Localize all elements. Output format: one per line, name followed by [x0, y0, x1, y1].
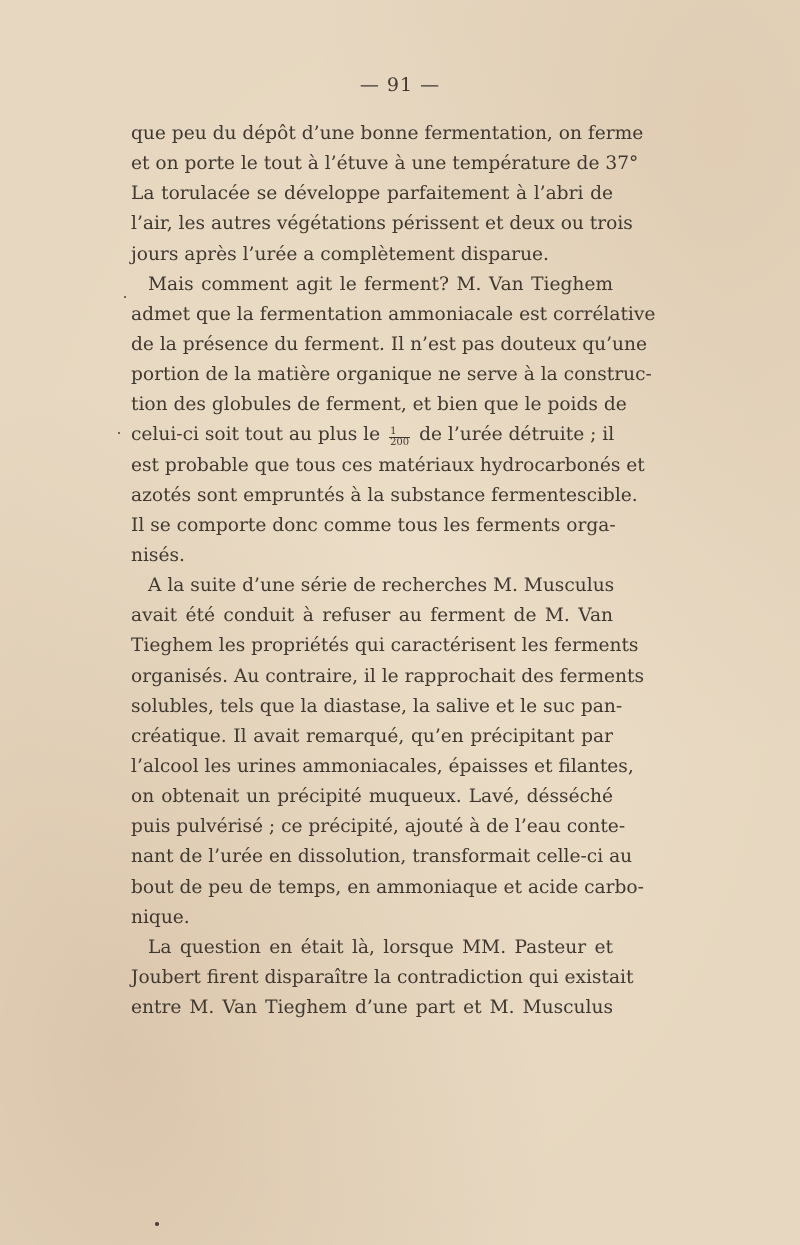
text-line: avait été conduit à refuser au ferment de M. Van	[131, 605, 613, 627]
text-line: solubles, tels que la diastase, la salive et le suc pan-	[131, 695, 623, 717]
text-line: Mais comment agit le ferment? M. Van Tieghem	[148, 273, 613, 295]
text-line: Tieghem les propriétés qui caractérisent les ferments	[131, 635, 639, 657]
fraction-line	[131, 420, 613, 450]
fraction-denominator: 200	[390, 436, 410, 448]
text-line: admet que la fermentation ammoniacale est corrélative	[131, 303, 656, 325]
fraction-line-before: celui-ci soit tout au plus le	[131, 424, 381, 446]
text-line: est probable que tous ces matériaux hydrocarbonés et	[131, 454, 645, 476]
text-line: nisés.	[131, 544, 185, 566]
text-line: Joubert firent disparaître la contradiction qui existait	[131, 966, 634, 988]
text-line: on obtenait un précipité muqueux. Lavé, désséché	[131, 786, 613, 808]
paper-speck	[124, 296, 126, 298]
text-line: et on porte le tout à l’étuve à une température de 37°	[131, 153, 639, 175]
fraction	[389, 427, 410, 448]
text-line: azotés sont empruntés à la substance fermentescible.	[131, 484, 638, 506]
text-line: de la présence du ferment. Il n’est pas douteux qu’une	[131, 333, 647, 355]
text-line: portion de la matière organique ne serve à la construc-	[131, 364, 652, 386]
text-line: entre M. Van Tieghem d’une part et M. Musculus	[131, 997, 613, 1019]
text-line: bout de peu de temps, en ammoniaque et acide carbo-	[131, 876, 644, 898]
text-line: nant de l’urée en dissolution, transformait celle-ci au	[131, 846, 633, 868]
text-line: organisés. Au contraire, il le rapprochait des ferments	[131, 665, 644, 687]
text-line: l’air, les autres végétations périssent et deux ou trois	[131, 213, 633, 235]
body-text	[131, 119, 656, 1023]
text-line: La torulacée se développe parfaitement à l’abri de	[131, 183, 613, 205]
page-number: — 91 —	[359, 74, 441, 96]
fraction-numerator: 1	[389, 427, 410, 438]
paper-speck	[155, 1222, 159, 1226]
text-line: jours après l’urée a complètement disparue.	[131, 243, 549, 265]
fraction-line-after: de l’urée détruite ; il	[419, 424, 615, 446]
text-line: créatique. Il avait remarqué, qu’en précipitant par	[131, 725, 613, 747]
text-line: A la suite d’une série de recherches M. Musculus	[148, 575, 615, 597]
text-line: l’alcool les urines ammoniacales, épaisses et filantes,	[131, 755, 634, 777]
text-line: puis pulvérisé ; ce précipité, ajouté à de l’eau conte-	[131, 816, 626, 838]
paper-speck	[118, 432, 120, 434]
text-line: La question en était là, lorsque MM. Pasteur et	[148, 936, 613, 958]
text-line: Il se comporte donc comme tous les ferments orga-	[131, 514, 616, 536]
text-line: que peu du dépôt d’une bonne fermentation, on ferme	[131, 123, 644, 144]
text-line: nique.	[131, 906, 190, 928]
text-line: tion des globules de ferment, et bien que le poids de	[131, 394, 627, 416]
